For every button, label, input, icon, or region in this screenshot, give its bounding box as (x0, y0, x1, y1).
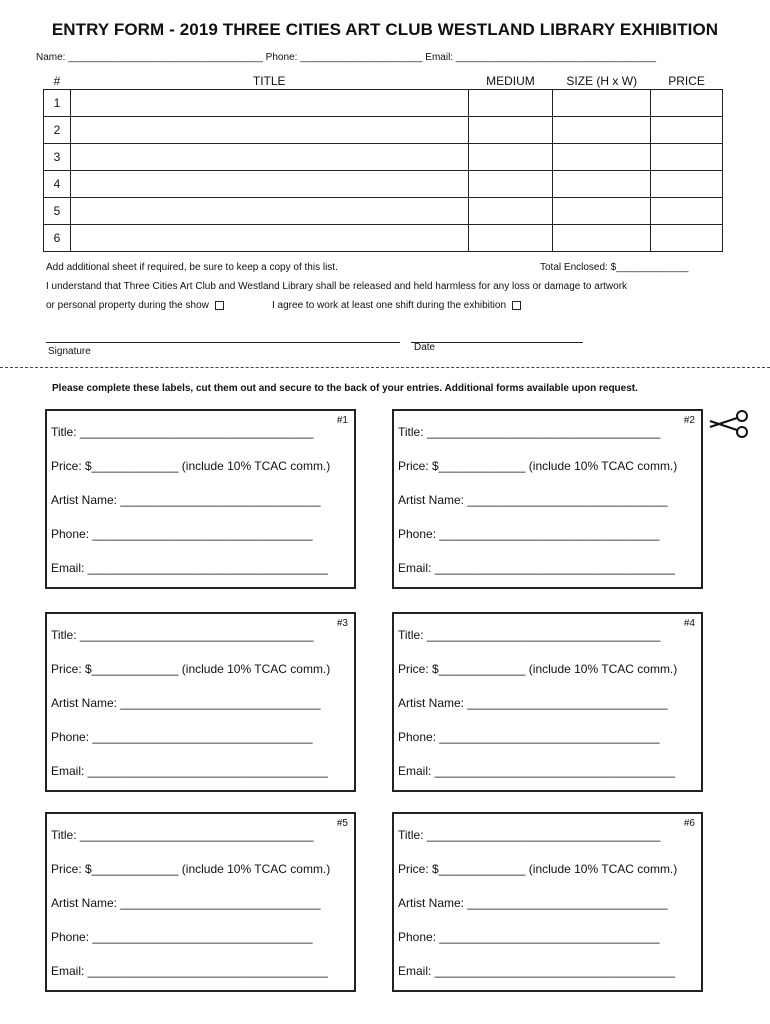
label-phone-field[interactable]: Phone: _________________________________ (398, 930, 660, 944)
table-header-row (44, 72, 723, 90)
label-email-field[interactable]: Email: ____________________________________ (398, 764, 675, 778)
label-artist-field[interactable]: Artist Name: ______________________________ (398, 896, 668, 910)
table-row (44, 198, 723, 225)
table-row (44, 225, 723, 252)
signature-label: Signature (48, 346, 91, 357)
price-cell[interactable] (651, 198, 723, 225)
table-row (44, 171, 723, 198)
cut-divider (0, 367, 770, 368)
title-cell[interactable] (70, 198, 468, 225)
label-artist-field[interactable]: Artist Name: ______________________________ (51, 696, 321, 710)
label-phone-field[interactable]: Phone: _________________________________ (51, 730, 313, 744)
label-number: #6 (683, 818, 695, 829)
price-cell[interactable] (651, 144, 723, 171)
price-cell[interactable] (651, 90, 723, 117)
title-cell[interactable] (70, 90, 468, 117)
size-cell[interactable] (553, 225, 651, 252)
name-field[interactable]: Name: ___________________________________ (36, 52, 263, 63)
price-cell[interactable] (651, 171, 723, 198)
col-header-size: SIZE (H x W) (566, 73, 638, 88)
col-header-price: PRICE (668, 73, 705, 88)
size-cell[interactable] (553, 171, 651, 198)
medium-cell[interactable] (468, 198, 553, 225)
release-checkbox[interactable] (215, 301, 224, 310)
price-cell[interactable] (651, 117, 723, 144)
size-cell[interactable] (553, 144, 651, 171)
phone-field[interactable]: Phone: ______________________ (265, 52, 423, 63)
entries-table (43, 72, 723, 252)
label-instructions: Please complete these labels, cut them out and secure to the back of your entries. Additional forms available upon request. (52, 383, 638, 394)
entry-label-5 (45, 812, 356, 992)
entry-label-6 (392, 812, 703, 992)
medium-cell[interactable] (468, 90, 553, 117)
label-title-field[interactable]: Title: ___________________________________ (398, 828, 661, 842)
signature-line[interactable] (46, 342, 400, 343)
label-number: #3 (336, 618, 348, 629)
label-price-field[interactable]: Price: $_____________ (include 10% TCAC comm.) (398, 662, 678, 676)
label-phone-field[interactable]: Phone: _________________________________ (51, 930, 313, 944)
medium-cell[interactable] (468, 144, 553, 171)
contact-info-line (36, 52, 656, 63)
shift-agreement: I agree to work at least one shift during the exhibition (272, 300, 521, 311)
label-email-field[interactable]: Email: ____________________________________ (398, 561, 675, 575)
label-number: #4 (683, 618, 695, 629)
label-title-field[interactable]: Title: ___________________________________ (51, 425, 314, 439)
date-line[interactable] (411, 342, 583, 343)
label-price-field[interactable]: Price: $_____________ (include 10% TCAC comm.) (398, 459, 678, 473)
label-email-field[interactable]: Email: ____________________________________ (398, 964, 675, 978)
date-label: Date (414, 342, 436, 353)
row-number: 4 (44, 171, 71, 198)
size-cell[interactable] (553, 198, 651, 225)
label-number: #1 (336, 415, 348, 426)
release-statement-end: or personal property during the show (46, 300, 224, 311)
label-title-field[interactable]: Title: ___________________________________ (398, 628, 661, 642)
size-cell[interactable] (553, 90, 651, 117)
label-email-field[interactable]: Email: ____________________________________ (51, 764, 328, 778)
label-title-field[interactable]: Title: ___________________________________ (51, 828, 314, 842)
entry-label-2 (392, 409, 703, 589)
entry-label-1 (45, 409, 356, 589)
label-email-field[interactable]: Email: ____________________________________ (51, 964, 328, 978)
title-cell[interactable] (70, 144, 468, 171)
label-number: #5 (336, 818, 348, 829)
row-number: 6 (44, 225, 71, 252)
label-number: #2 (683, 415, 695, 426)
row-number: 5 (44, 198, 71, 225)
col-header-medium: MEDIUM (486, 73, 535, 88)
label-artist-field[interactable]: Artist Name: ______________________________ (51, 896, 321, 910)
table-row (44, 90, 723, 117)
entry-label-4 (392, 612, 703, 792)
label-title-field[interactable]: Title: ___________________________________ (398, 425, 661, 439)
label-artist-field[interactable]: Artist Name: ______________________________ (398, 493, 668, 507)
label-phone-field[interactable]: Phone: _________________________________ (398, 527, 660, 541)
scissors-icon (708, 402, 752, 446)
label-email-field[interactable]: Email: ____________________________________ (51, 561, 328, 575)
label-artist-field[interactable]: Artist Name: ______________________________ (398, 696, 668, 710)
row-number: 2 (44, 117, 71, 144)
label-price-field[interactable]: Price: $_____________ (include 10% TCAC comm.) (51, 662, 331, 676)
label-phone-field[interactable]: Phone: _________________________________ (398, 730, 660, 744)
medium-cell[interactable] (468, 117, 553, 144)
table-row (44, 117, 723, 144)
label-phone-field[interactable]: Phone: _________________________________ (51, 527, 313, 541)
size-cell[interactable] (553, 117, 651, 144)
email-field[interactable]: Email: ____________________________________ (425, 52, 657, 63)
row-number: 3 (44, 144, 71, 171)
form-title: ENTRY FORM - 2019 THREE CITIES ART CLUB WESTLAND LIBRARY EXHIBITION (51, 20, 719, 39)
title-cell[interactable] (70, 117, 468, 144)
medium-cell[interactable] (468, 171, 553, 198)
total-enclosed[interactable]: Total Enclosed: $_____________ (540, 262, 689, 273)
title-cell[interactable] (70, 225, 468, 252)
label-price-field[interactable]: Price: $_____________ (include 10% TCAC comm.) (398, 862, 678, 876)
shift-checkbox[interactable] (512, 301, 521, 310)
medium-cell[interactable] (468, 225, 553, 252)
label-price-field[interactable]: Price: $_____________ (include 10% TCAC comm.) (51, 862, 331, 876)
col-header-title: TITLE (252, 73, 286, 88)
label-artist-field[interactable]: Artist Name: ______________________________ (51, 493, 321, 507)
label-title-field[interactable]: Title: ___________________________________ (51, 628, 314, 642)
release-statement: I understand that Three Cities Art Club and Westland Library shall be released and held harmless for any loss or damage to artwork (46, 281, 628, 292)
table-row (44, 144, 723, 171)
entry-label-3 (45, 612, 356, 792)
row-number: 1 (44, 90, 71, 117)
title-cell[interactable] (70, 171, 468, 198)
label-price-field[interactable]: Price: $_____________ (include 10% TCAC comm.) (51, 459, 331, 473)
price-cell[interactable] (651, 225, 723, 252)
additional-sheet-note: Add additional sheet if required, be sure to keep a copy of this list. (46, 262, 338, 273)
col-header-number: # (53, 73, 61, 88)
